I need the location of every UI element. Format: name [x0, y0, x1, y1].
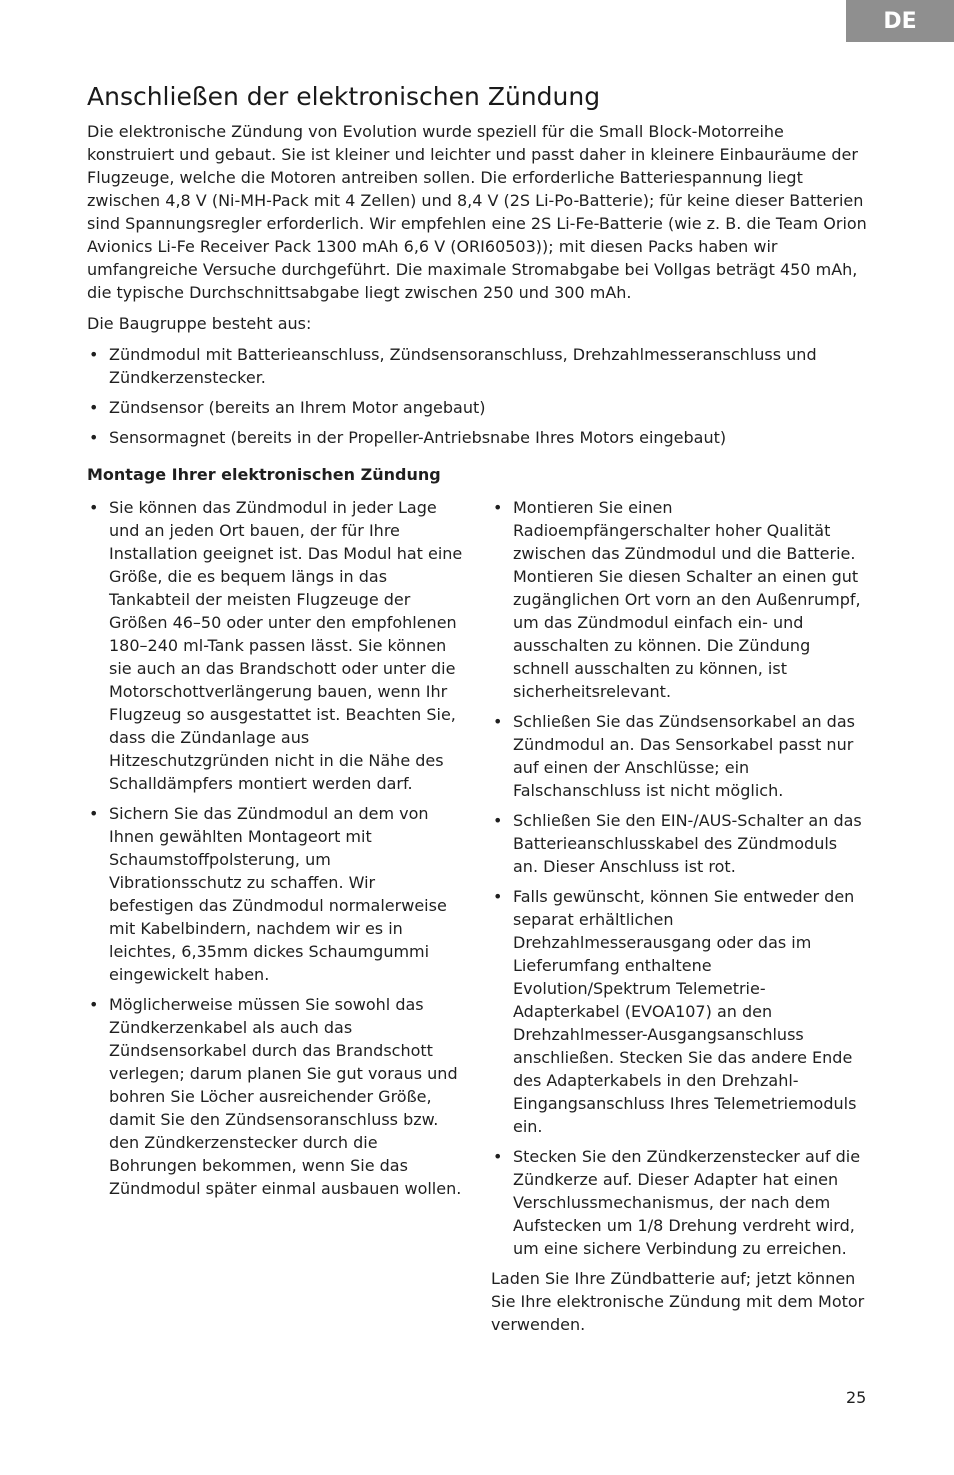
assembly-item: • Zündmodul mit Batterieanschluss, Zündsensoranschluss, Drehzahlmesseranschluss und Zündkerzenstecker.	[87, 343, 867, 389]
instruction-item: • Schließen Sie den EIN-/AUS-Schalter an das Batterieanschlusskabel des Zündmoduls an. Dieser Anschluss ist rot.	[491, 809, 867, 878]
left-instruction-list	[87, 496, 463, 1200]
page-number: 25	[846, 1388, 867, 1407]
language-tab: DE	[846, 0, 954, 42]
assembly-item: • Sensormagnet (bereits in der Propeller-Antriebsnabe Ihres Motors eingebaut)	[87, 426, 867, 449]
section-heading: Montage Ihrer elektronischen Zündung	[87, 465, 441, 484]
closing-paragraph: Laden Sie Ihre Zündbatterie auf; jetzt können Sie Ihre elektronische Zündung mit dem Motor verwenden.	[491, 1269, 865, 1334]
instruction-item: • Sichern Sie das Zündmodul an dem von Ihnen gewählten Montageort mit Schaumstoffpolsterung, um Vibrationsschutz zu schaffen. Wir befestigen das Zündmodul normalerweise mit Kabelbindern, nachdem wir es in leichtes, 6,35mm dickes Schaumgummi eingewickelt haben.	[87, 802, 463, 986]
instruction-item: • Sie können das Zündmodul in jeder Lage und an jeden Ort bauen, der für Ihre Installation geeignet ist. Das Modul hat eine Größe, die es bequem längs in das Tankabteil der meisten Flugzeuge der Größen 46–50 oder unter den empfohlenen 180–240 ml-Tank passen lässt. Sie können sie auch an das Brandschott oder unter die Motorschottverlängerung bauen, wenn Ihr Flugzeug so ausgestattet ist. Beachten Sie, dass die Zündanlage aus Hitzeschutzgründen nicht in die Nähe des Schalldämpfers montiert werden darf.	[87, 496, 463, 795]
instruction-item: • Montieren Sie einen Radioempfängerschalter hoher Qualität zwischen das Zündmodul und die Batterie. Montieren Sie diesen Schalter an einen gut zugänglichen Ort vorn an den Außenrumpf, um das Zündmodul einfach ein- und ausschalten zu können. Die Zündung schnell ausschalten zu können, ist sicherheitsrelevant.	[491, 496, 867, 703]
instruction-item: • Falls gewünscht, können Sie entweder den separat erhältlichen Drehzahlmesserausgang oder das im Lieferumfang enthaltene Evolution/Spektrum Telemetrie-Adapterkabel (EVOA107) an den Drehzahlmesser-Ausgangsanschluss anschließen. Stecken Sie das andere Ende des Adapterkabels in den Drehzahl-Eingangsanschluss Ihres Telemetriemoduls ein.	[491, 885, 867, 1138]
right-column	[491, 496, 867, 1336]
instruction-item: • Möglicherweise müssen Sie sowohl das Zündkerzenkabel als auch das Zündsensorkabel durch das Brandschott verlegen; darum planen Sie gut voraus und bohren Sie Löcher ausreichender Größe, damit Sie den Zündsensoranschluss bzw. den Zündkerzenstecker durch die Bohrungen bekommen, wenn Sie das Zündmodul später einmal ausbauen wollen.	[87, 993, 463, 1200]
intro-section	[87, 120, 867, 456]
assembly-list	[87, 343, 867, 449]
assembly-item: • Zündsensor (bereits an Ihrem Motor angebaut)	[87, 396, 867, 419]
right-instruction-list	[491, 496, 867, 1260]
instruction-item: • Stecken Sie den Zündkerzenstecker auf die Zündkerze auf. Dieser Adapter hat einen Verschlussmechanismus, der nach dem Aufstecken um 1/8 Drehung verdreht wird, um eine sichere Verbindung zu erreichen.	[491, 1145, 867, 1260]
intro-paragraph: Die elektronische Zündung von Evolution wurde speziell für die Small Block-Motorreihe konstruiert und gebaut. Sie ist kleiner und leichter und passt daher in kleinere Einbauräume der Flugzeuge, welche die Motoren antreiben sollen. Die erforderliche Batteriespannung liegt zwischen 4,8 V (Ni-MH-Pack mit 4 Zellen) und 8,4 V (2S Li-Po-Batterie); für keine dieser Batterien sind Spannungsregler erforderlich. Wir empfehlen eine 2S Li-Fe-Batterie (wie z. B. die Team Orion Avionics Li-Fe Receiver Pack 1300 mAh 6,6 V (ORI60503)); mit diesen Packs haben wir umfangreiche Versuche durchgeführt. Die maximale Stromabgabe bei Vollgas beträgt 450 mAh, die typische Durchschnittsabgabe liegt zwischen 250 und 300 mAh.	[87, 122, 867, 302]
left-column	[87, 496, 463, 1207]
assembly-label: Die Baugruppe besteht aus:	[87, 314, 312, 333]
instruction-item: • Schließen Sie das Zündsensorkabel an das Zündmodul an. Das Sensorkabel passt nur auf einen der Anschlüsse; ein Falschanschluss ist nicht möglich.	[491, 710, 867, 802]
page-title: Anschließen der elektronischen Zündung	[87, 82, 601, 111]
